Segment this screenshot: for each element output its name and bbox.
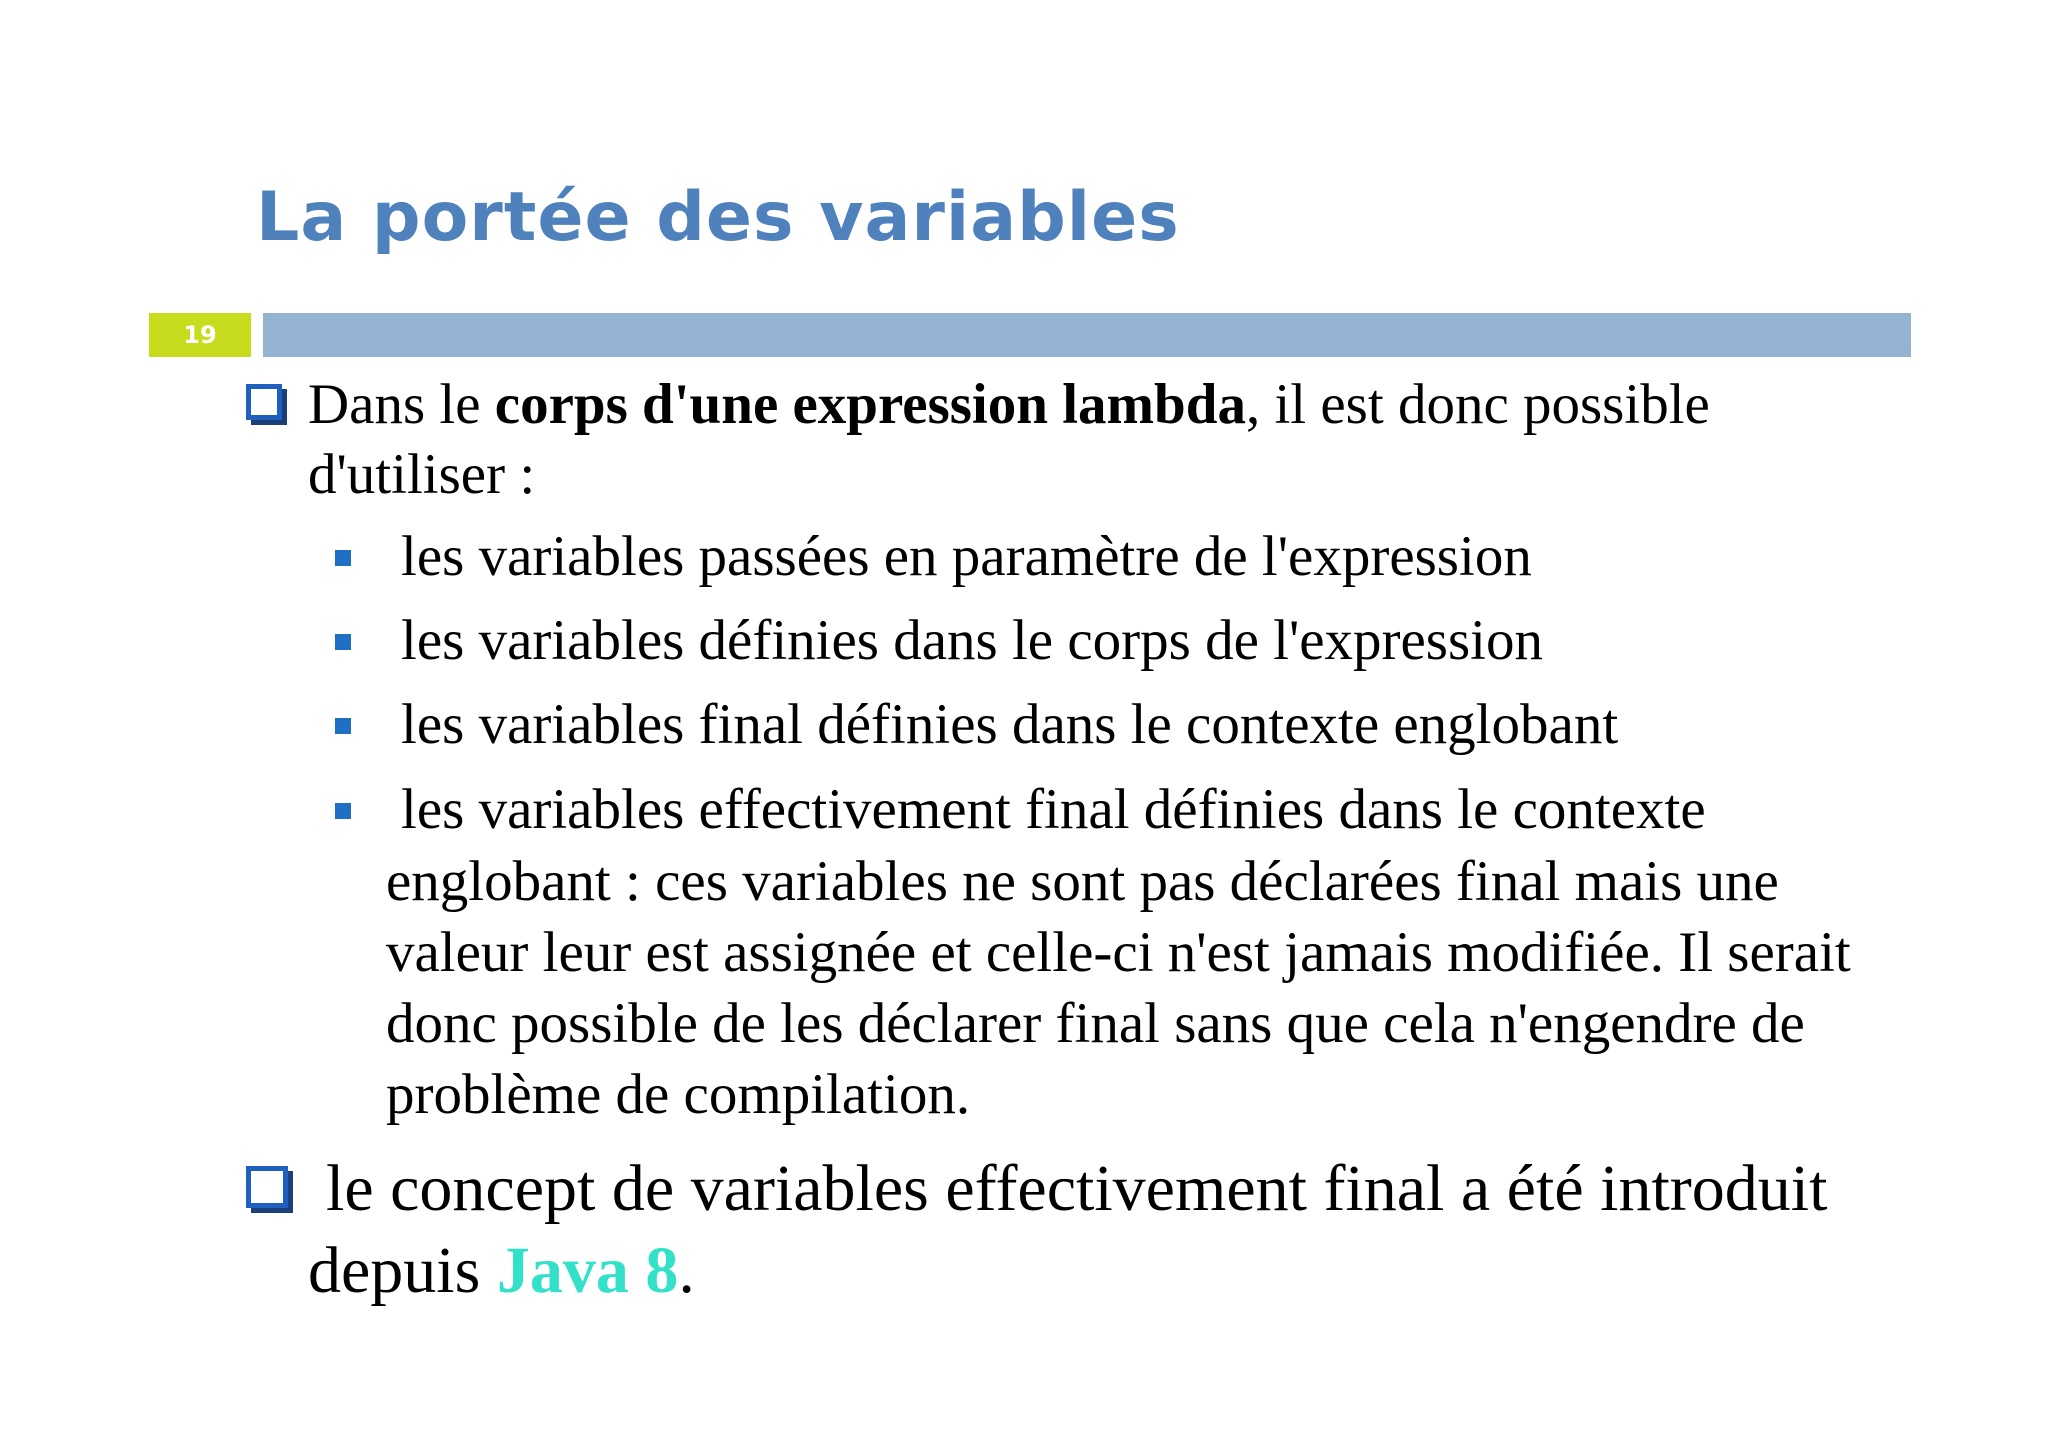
- bullet-line: le concept de variables effectivement final a été introduit: [326, 1152, 1828, 1225]
- square-bullet-icon: [335, 803, 351, 819]
- title-underline-bar: [263, 313, 1911, 357]
- slide-number: 19: [149, 313, 251, 357]
- bullet-line-continuation: [308, 1230, 695, 1312]
- sub-list-item-continuation: englobant : ces variables ne sont pas déclarées final mais une: [386, 850, 1779, 913]
- bullet-text-prefix: Dans le: [308, 373, 495, 436]
- square-bullet-icon: [335, 634, 351, 650]
- bullet-text-suffix: , il est donc possible: [1245, 373, 1710, 436]
- square-bullet-icon: [335, 718, 351, 734]
- bullet-line: [308, 370, 1710, 440]
- sub-list-item-continuation: valeur leur est assignée et celle-ci n'est jamais modifiée. Il serait: [386, 921, 1851, 984]
- sub-list-item-text: les variables passées en paramètre de l'expression: [401, 525, 1532, 588]
- slide-title: La portée des variables: [256, 178, 1180, 257]
- sub-list-item-continuation: problème de compilation.: [386, 1063, 971, 1126]
- bullet-text-prefix: depuis: [308, 1234, 497, 1307]
- checkbox-bullet-icon: [246, 1166, 288, 1208]
- sub-list-item-continuation: donc possible de les déclarer final sans que cela n'engendre de: [386, 992, 1805, 1055]
- square-bullet-icon: [335, 550, 351, 566]
- bullet-line-continuation: d'utiliser :: [308, 443, 536, 506]
- sub-list-item-text: les variables définies dans le corps de l'expression: [401, 609, 1544, 672]
- bullet-text-bold: corps d'une expression lambda: [494, 373, 1246, 436]
- bullet-text-suffix: .: [678, 1234, 695, 1307]
- sub-list-item-text: les variables effectivement final définies dans le contexte: [401, 778, 1706, 841]
- checkbox-bullet-icon: [246, 384, 282, 420]
- java-version-highlight: Java 8: [496, 1234, 679, 1307]
- sub-list-item-text: les variables final définies dans le contexte englobant: [401, 693, 1619, 756]
